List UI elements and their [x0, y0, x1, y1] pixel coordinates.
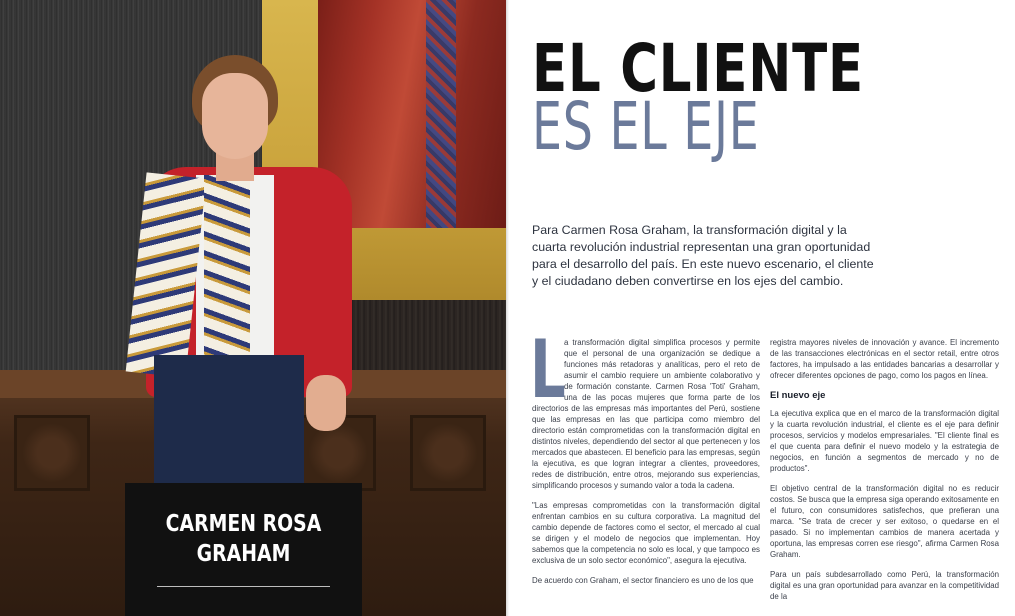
paragraph-text: a transformación digital simplifica procesos y permite que el personal de una organización se dedique a funciones más retadoras y analíticas, pero el reto de asumir el cambio requiere un ambiente colaborativo y de formación constante. Carmen Rosa 'Toti' Graham, una de las pocas mujeres que forma parte de los directorios de las empresas más importantes del Perú, sostiene que las empresas en las que participa como miembro del directorio están comprometidas con la transformación digital en distintos niveles, dependiendo del sector al que pertenecen y los mercados que abastecen. El beneficio para las empresas, según la ejecutiva, es que logran integrar a clientes, proveedores, redes de distribución, entre otros, mejorando sus experiencias, simplificando procesos y sumando valor a toda la cadena.	[532, 338, 760, 490]
paragraph: "Las empresas comprometidas con la transformación digital enfrentan cambios en su cultura corporativa. La magnitud del cambio depende de factores como el sector, el mercado al cual se dirigen y el modelo de negocios que implementan. Hoy sabemos que la competencia no solo es local, y que tampoco es exclusiva de un solo sector económico", asegura la ejecutiva.	[532, 501, 760, 565]
woven-stripe	[426, 0, 456, 228]
person-name	[146, 509, 340, 569]
hand	[306, 375, 346, 431]
paragraph: El objetivo central de la transformación digital no es reducir costos. Se busca que la empresa siga operando exitosamente en el futuro, con consumidores satisfechos, que prefieran una marca. "Se trata de crecer y ser exitoso, o quedarse en el pasado. Si no implementan cambios de manera acertada y oportuna, las empresas corren ese riesgo", afirma Carmen Rosa Graham.	[770, 484, 999, 559]
paragraph	[530, 323, 760, 491]
name-card	[125, 483, 362, 616]
article-title-line1: EL CLIENTE	[532, 30, 864, 107]
drop-cap: L	[530, 323, 566, 416]
paragraph: La ejecutiva explica que en el marco de la transformación digital y la cuarta revolución industrial, el cliente es el eje para definir procesos, servicios y modelos empresariales. "El cliente final es el que cuenta para definir el nuevo modelo y la estrategia de negocios, en función a segmentos de mercado y no de productos".	[770, 409, 999, 473]
face	[202, 73, 268, 159]
carved-panel	[410, 415, 486, 491]
page-gutter	[506, 0, 509, 616]
paragraph: De acuerdo con Graham, el sector financiero es uno de los que	[532, 576, 754, 585]
name-rule	[157, 586, 330, 587]
scarf	[204, 175, 250, 365]
paragraph: Para un país subdesarrollado como Perú, la transformación digital es una gran oportunidad para avanzar en la competitividad de la	[770, 570, 999, 601]
section-subhead: El nuevo eje	[770, 390, 826, 401]
person-name-text: CARMEN ROSA GRAHAM	[165, 511, 322, 567]
paragraph: registra mayores niveles de innovación y avance. El incremento de las transacciones electrónicas en el sector retail, entre otros factores, ha impulsado a las entidades bancarias a desarrollar y ofrecer diferentes opciones de pago, como los pagos en línea.	[770, 338, 999, 380]
carved-panel	[14, 415, 90, 491]
article-title-line2: ES EL EJE	[532, 88, 760, 165]
article-column-2	[770, 337, 999, 611]
article-column-1	[530, 323, 760, 595]
article-lead: Para Carmen Rosa Graham, la transformación digital y la cuarta revolución industrial representan una gran oportunidad para el desarrollo del país. En este nuevo escenario, el cliente y el ciudadano deben convertirse en los ejes del cambio.	[532, 223, 874, 288]
